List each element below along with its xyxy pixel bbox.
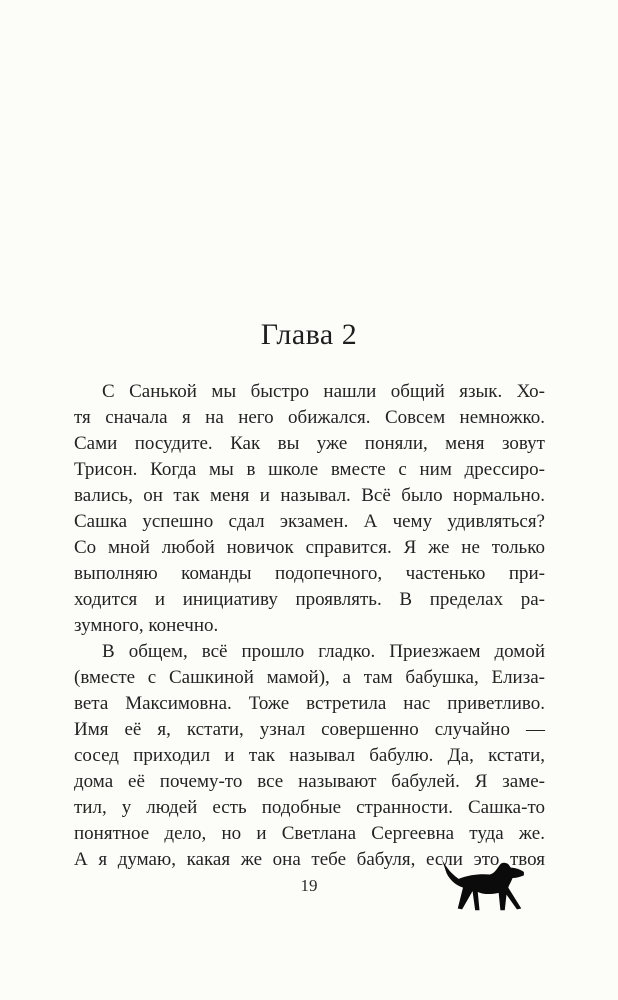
text-line: ходится и инициативу проявлять. В пределах ра- — [74, 589, 545, 610]
text-block — [74, 379, 545, 873]
text-line: С Санькой мы быстро нашли общий язык. Хо- — [102, 381, 545, 402]
text-line: вета Максимовна. Тоже встретила нас приветливо. — [74, 693, 545, 714]
text-line: В общем, всё прошло гладко. Приезжаем домой — [102, 641, 545, 662]
paragraph-2 — [74, 639, 545, 873]
text-line: тил, у людей есть подобные странности. Сашка-то — [74, 797, 545, 818]
text-line: понятное дело, но и Светлана Сергеевна туда же. — [74, 823, 545, 844]
text-line: сосед приходил и так называл бабулю. Да, кстати, — [74, 745, 545, 766]
text-line: Со мной любой новичок справится. Я же не только — [74, 537, 545, 558]
text-line: А я думаю, какая же она тебе бабуля, если это твоя — [74, 849, 545, 870]
paragraph-1 — [74, 379, 545, 639]
page-number: 19 — [300, 876, 318, 895]
text-line: Имя её я, кстати, узнал совершенно случайно — — [74, 719, 545, 740]
text-line: Сами посудите. Как вы уже поняли, меня зовут — [74, 433, 545, 454]
text-line: дома её почему-то все называют бабулей. Я заме- — [74, 771, 545, 792]
text-line: Сашка успешно сдал экзамен. А чему удивляться? — [74, 511, 545, 532]
text-line: зумного, конечно. — [74, 615, 219, 636]
text-line: тя сначала я на него обижался. Совсем немножко. — [74, 407, 545, 428]
text-line: выполняю команды подопечного, частенько при- — [74, 563, 545, 584]
chapter-title: Глава 2 — [260, 318, 358, 351]
text-line: вались, он так меня и называл. Всё было нормально. — [74, 485, 545, 506]
text-line: Трисон. Когда мы в школе вместе с ним дрессиро- — [74, 459, 545, 480]
dog-silhouette-icon — [436, 856, 530, 914]
text-line: (вместе с Сашкиной мамой), а там бабушка, Елиза- — [74, 667, 545, 688]
